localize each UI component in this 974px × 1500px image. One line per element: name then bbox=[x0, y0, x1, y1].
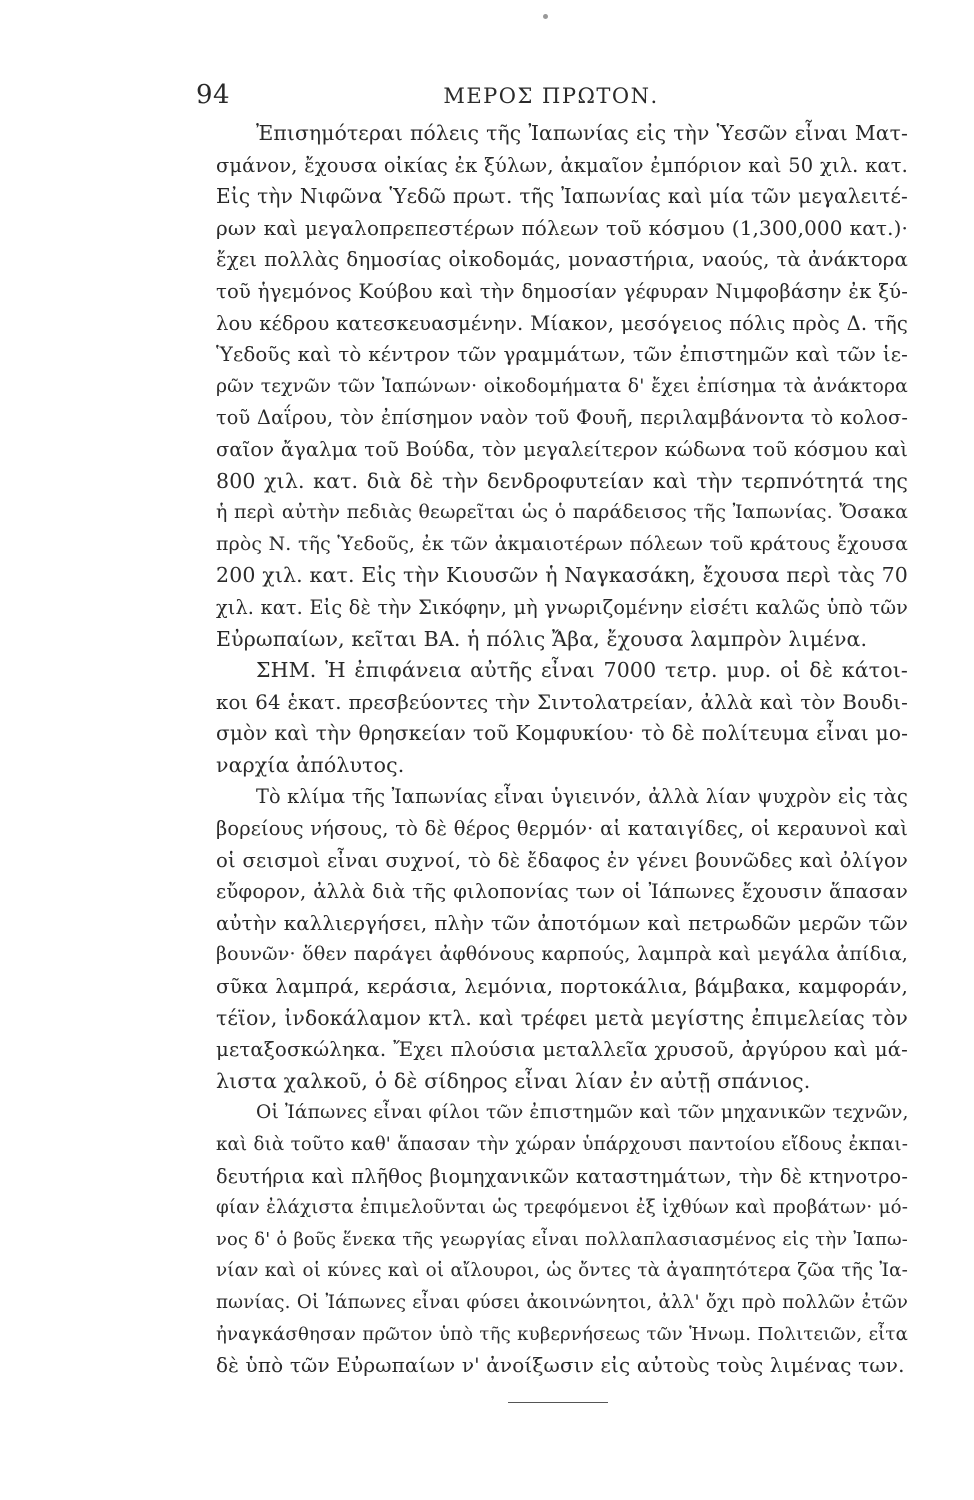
page-number: 94 bbox=[196, 80, 231, 110]
text-line: νος δ' ὁ βοῦς ἕνεκα τῆς γεωργίας εἶναι πολλαπλασιασμένος εἰς τὴν Ἰαπω- bbox=[216, 1228, 908, 1250]
text-line: Ἐπισημότεραι πόλεις τῆς Ἰαπωνίας εἰς τὴν Ὑεσῶν εἶναι Ματ- bbox=[256, 121, 908, 145]
text-line: σῦκα λαμπρά, κεράσια, λεμόνια, πορτοκάλια, βάμβακα, καμφοράν, bbox=[216, 975, 908, 999]
text-line: Εὐρωπαίων, κεῖται ΒΑ. ἡ πόλις Ἄβα, ἔχουσα λαμπρὸν λιμένα. bbox=[216, 626, 868, 651]
text-line: εὔφορον, ἀλλὰ διὰ τῆς φιλοπονίας των οἱ Ἰάπωνες ἔχουσιν ἅπασαν bbox=[216, 880, 908, 904]
text-line: σαῖον ἄγαλμα τοῦ Βούδα, τὸν μεγαλείτερον κώδωνα τοῦ κόσμου καὶ bbox=[216, 437, 908, 461]
body-text bbox=[216, 118, 908, 1382]
text-line: 800 χιλ. κατ. διὰ δὲ τὴν δενδροφυτείαν καὶ τὴν τερπνότητά της bbox=[216, 468, 908, 493]
running-head bbox=[196, 80, 906, 110]
text-line: Ὑεδοῦς καὶ τὸ κέντρον τῶν γραμμάτων, τῶν ἐπιστημῶν καὶ τῶν ἱε- bbox=[216, 343, 908, 367]
text-line: ἠναγκάσθησαν πρῶτον ὑπὸ τῆς κυβερνήσεως τῶν Ἡνωμ. Πολιτειῶν, εἶτα bbox=[216, 1323, 908, 1345]
text-line: φίαν ἐλάχιστα ἐπιμελοῦνται ὡς τρεφόμενοι ἐξ ἰχθύων καὶ προβάτων· μό- bbox=[216, 1197, 908, 1219]
text-line: δευτήρια καὶ πλῆθος βιομηχανικῶν καταστημάτων, τὴν δὲ κτηνοτρο- bbox=[216, 1164, 908, 1188]
text-line: τοῦ Δαΐρου, τὸν ἐπίσημον ναὸν τοῦ Φουῆ, περιλαμβάνοντα τὸ κολοσ- bbox=[216, 406, 908, 430]
text-line: καὶ διὰ τοῦτο καθ' ἅπασαν τὴν χώραν ὑπάρχουσι παντοίου εἴδους ἐκπαι- bbox=[216, 1134, 908, 1155]
text-line: ναρχία ἀπόλυτος. bbox=[216, 752, 405, 777]
text-line: ρῶν τεχνῶν τῶν Ἰαπώνων· οἰκοδομήματα δ' ἔχει ἐπίσημα τὰ ἀνάκτορα bbox=[216, 375, 908, 397]
text-line: σμὸν καὶ τὴν θρησκείαν τοῦ Κομφυκίου· τὸ δὲ πολίτευμα εἶναι μο- bbox=[216, 721, 908, 746]
text-line: δὲ ὑπὸ τῶν Εὐρωπαίων ν' ἀνοίξωσιν εἰς αὐτοὺς τοὺς λιμένας των. bbox=[216, 1353, 905, 1378]
text-line: βουνῶν· ὅθεν παράγει ἀφθόνους καρπούς, λαμπρὰ καὶ μεγάλα ἀπίδια, bbox=[216, 943, 908, 966]
text-line: πρὸς Ν. τῆς Ὑεδοῦς, ἐκ τῶν ἀκμαιοτέρων πόλεων τοῦ κράτους ἔχουσα bbox=[216, 532, 908, 555]
text-line: ρων καὶ μεγαλοπρεπεστέρων πόλεων τοῦ κόσμου (1,300,000 κατ.)· bbox=[216, 215, 908, 240]
text-line: βορείους νήσους, τὸ δὲ θέρος θερμόν· αἱ καταιγίδες, οἱ κεραυνοὶ καὶ bbox=[216, 817, 908, 841]
text-line: Οἱ Ἰάπωνες εἶναι φίλοι τῶν ἐπιστημῶν καὶ τῶν μηχανικῶν τεχνῶν, bbox=[256, 1102, 909, 1124]
ink-speck bbox=[543, 14, 548, 19]
text-line: Τὸ κλίμα τῆς Ἰαπωνίας εἶναι ὑγιεινόν, ἀλλὰ λίαν ψυχρὸν εἰς τὰς bbox=[256, 785, 908, 809]
text-line: πωνίας. Οἱ Ἰάπωνες εἶναι φύσει ἀκοινώνητοι, ἀλλ' ὄχι πρὸ πολλῶν ἐτῶν bbox=[216, 1291, 908, 1313]
text-line: λου κέδρου κατεσκευασμένην. Μίακον, μεσόγειος πόλις πρὸς Δ. τῆς bbox=[216, 311, 908, 335]
running-title: ΜΕΡΟΣ ΠΡΩΤΟΝ. bbox=[443, 84, 659, 108]
text-line: τέϊον, ἰνδοκάλαμον κτλ. καὶ τρέφει μετὰ μεγίστης ἐπιμελείας τὸν bbox=[216, 1005, 908, 1030]
text-line: μεταξοσκώληκα. Ἔχει πλούσια μεταλλεῖα χρυσοῦ, ἀργύρου καὶ μά- bbox=[216, 1038, 908, 1062]
text-line: κοι 64 ἑκατ. πρεσβεύοντες τὴν Σιντολατρείαν, ἀλλὰ καὶ τὸν Βουδι- bbox=[216, 690, 908, 714]
text-line: Εἰς τὴν Νιφῶνα Ὑεδῶ πρωτ. τῆς Ἰαπωνίας καὶ μία τῶν μεγαλειτέ- bbox=[216, 184, 908, 209]
text-line: αὐτὴν καλλιεργήσει, πλὴν τῶν ἀποτόμων καὶ πετρωδῶν μερῶν τῶν bbox=[216, 911, 908, 935]
text-line: οἱ σεισμοὶ εἶναι συχνοί, τὸ δὲ ἔδαφος ἐν γένει βουνῶδες καὶ ὀλίγον bbox=[216, 848, 908, 872]
text-line: χιλ. κατ. Εἰς δὲ τὴν Σικόφην, μὴ γνωριζομένην εἰσέτι καλῶς ὑπὸ τῶν bbox=[216, 595, 908, 619]
text-line: λιστα χαλκοῦ, ὁ δὲ σίδηρος εἶναι λίαν ἐν αὐτῇ σπάνιος. bbox=[216, 1068, 811, 1093]
text-line: τοῦ ἡγεμόνος Κούβου καὶ τὴν δημοσίαν γέφυραν Νιμφοβάσην ἐκ ξύ- bbox=[216, 279, 908, 303]
text-line: 200 χιλ. κατ. Εἰς τὴν Κιουσῶν ἡ Ναγκασάκη, ἔχουσα περὶ τὰς 70 bbox=[216, 563, 908, 588]
text-line: νίαν καὶ οἱ κύνες καὶ οἱ αἴλουροι, ὡς ὄντες τὰ ἀγαπητότερα ζῶα τῆς Ἰα- bbox=[216, 1260, 908, 1282]
closing-rule bbox=[508, 1402, 608, 1403]
text-line: ἔχει πολλὰς δημοσίας οἰκοδομάς, μοναστήρια, ναούς, τὰ ἀνάκτορα bbox=[216, 248, 908, 272]
text-line: σμάνον, ἔχουσα οἰκίας ἐκ ξύλων, ἀκμαῖον ἐμπόριον καὶ 50 χιλ. κατ. bbox=[216, 153, 908, 177]
text-line: ἡ περὶ αὐτὴν πεδιὰς θεωρεῖται ὡς ὁ παράδεισος τῆς Ἰαπωνίας. Ὄσακα bbox=[216, 501, 908, 524]
text-line: ΣΗΜ. Ἡ ἐπιφάνεια αὐτῆς εἶναι 7000 τετρ. μυρ. οἱ δὲ κάτοι- bbox=[256, 658, 908, 683]
